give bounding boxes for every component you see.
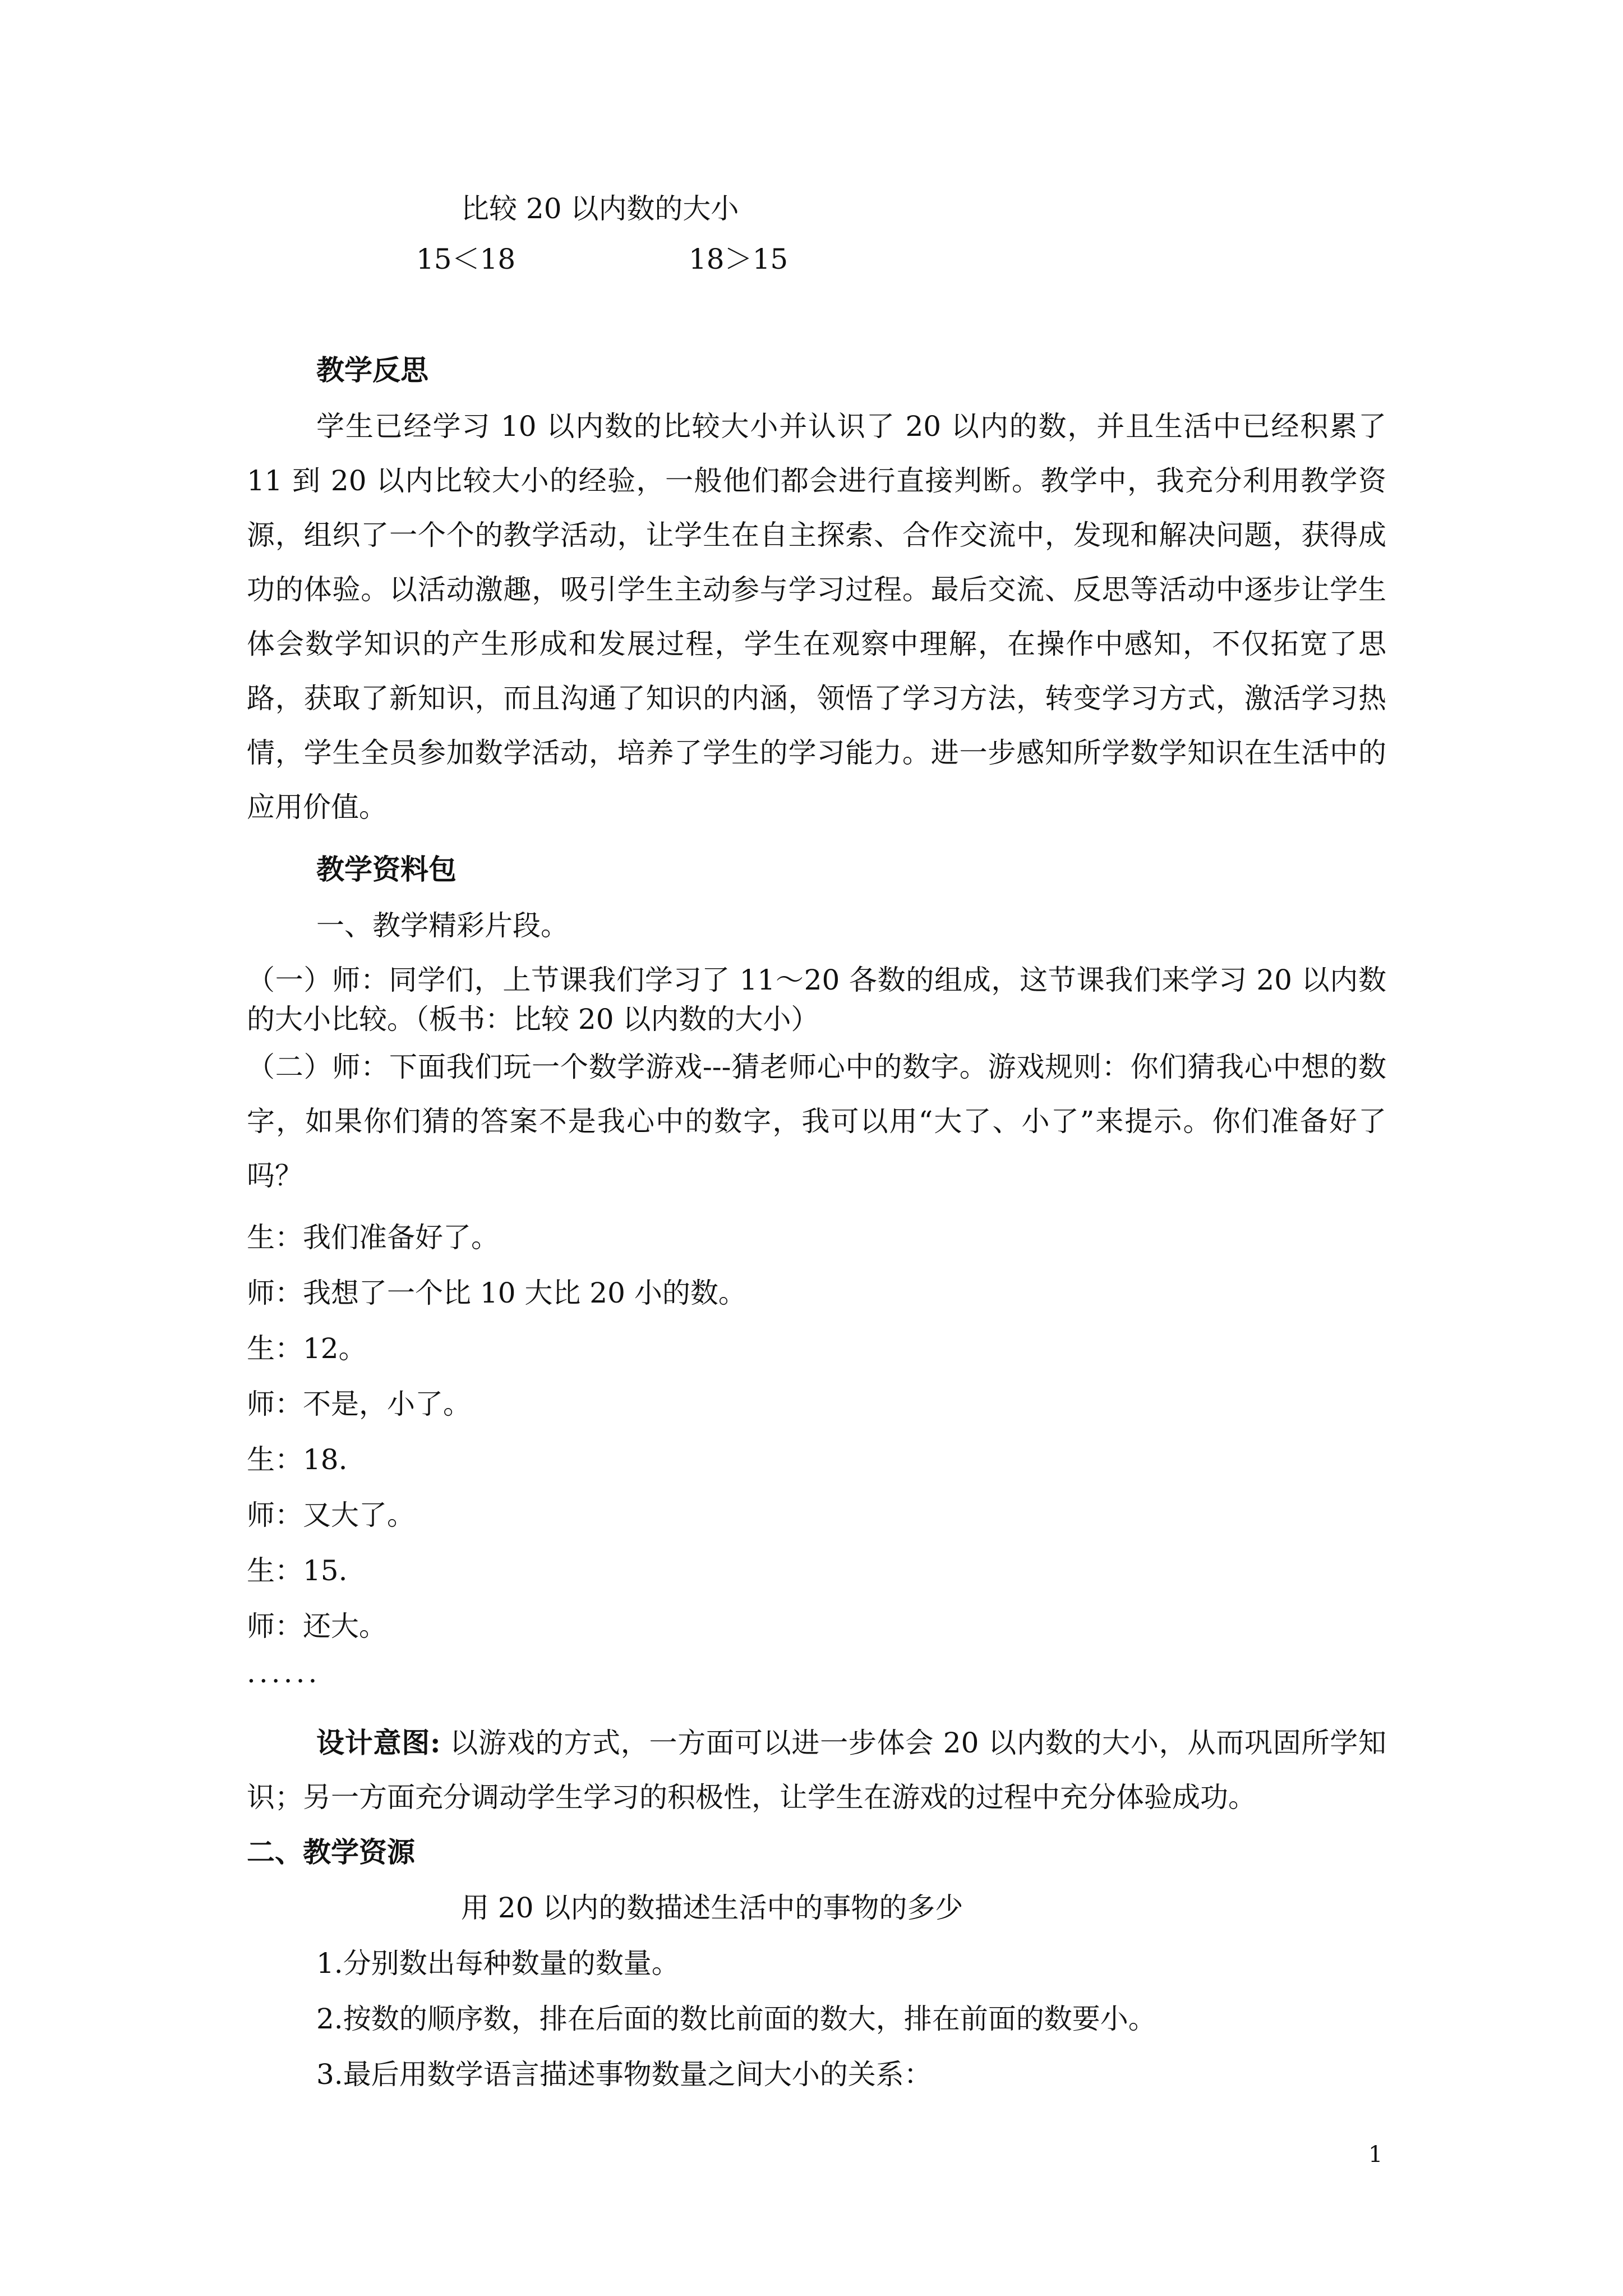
resource-step: 1.分别数出每种数量的数量。 — [316, 1947, 680, 1980]
design-intent-text: 以游戏的方式，一方面可以进一步体会 20 以内数的大小，从而巩固所学知识；另一方面充分调动学生学习的积极性，让学生在游戏的过程中充分体验成功。 — [247, 1727, 1386, 1814]
dialogue-line: 师：不是，小了。 — [247, 1388, 471, 1420]
reflection-heading: 教学反思 — [316, 353, 428, 386]
board-title: 比较 20 以内数的大小 — [461, 192, 739, 225]
ellipsis: ...... — [247, 1657, 321, 1689]
dialogue-line: 生：15. — [247, 1554, 348, 1587]
resource-step: 3.最后用数学语言描述事物数量之间大小的关系： — [316, 2058, 932, 2091]
dialogue-line: 生：我们准备好了。 — [247, 1221, 499, 1254]
board-right-expression: 18＞15 — [689, 243, 789, 275]
reflection-body: 学生已经学习 10 以内数的比较大小并认识了 20 以内的数，并且生活中已经积累了 11 到 20 以内比较大小的经验，一般他们都会进行直接判断。教学中，我充分利用教学资源，组织了一个个的教学活动，让学生在自主探索、合作交流中，发现和解决问题，获得成功的体验。以活动激趣，吸引学生主动参与学习过程。最后交流、反思等活动中逐步让学生体会数学知识的产生形成和发展过程，学生在观察中理解，在操作中感知，不仅拓宽了思路，获取了新知识，而且沟通了知识的内涵，领悟了学习方法，转变学习方式，激活学习热情，学生全员参加数学活动，培养了学生的学习能力。进一步感知所学数学知识在生活中的应用价值。 — [247, 410, 1386, 823]
fragment-part-two: （二）师：下面我们玩一个数学游戏---猜老师心中的数字。游戏规则：你们猜我心中想的数字，如果你们猜的答案不是我心中的数字，我可以用“大了、小了”来提示。你们准备好了吗？ — [247, 1051, 1386, 1192]
dialogue-line: 生：18. — [247, 1443, 348, 1476]
fragment-part-one: （一）师：同学们，上节课我们学习了 11～20 各数的组成，这节课我们来学习 20 以内数的大小比较。（板书：比较 20 以内数的大小） — [247, 964, 1386, 1036]
design-intent — [247, 1715, 1386, 1825]
dialogue-line: 师：我想了一个比 10 大比 20 小的数。 — [247, 1277, 746, 1309]
section-one-heading: 一、教学精彩片段。 — [316, 909, 569, 942]
dialogue-line: 师：还大。 — [247, 1610, 387, 1642]
page-number: 1 — [1368, 2142, 1383, 2168]
resource-step: 2.按数的顺序数，排在后面的数比前面的数大，排在前面的数要小。 — [316, 2003, 1156, 2035]
teaching-resources-heading: 二、教学资源 — [247, 1835, 415, 1869]
dialogue-line: 生：12。 — [247, 1332, 367, 1365]
design-intent-label: 设计意图: — [316, 1726, 441, 1759]
teaching-resources-subtitle: 用 20 以内的数描述生活中的事物的多少 — [461, 1892, 963, 1924]
board-left-expression: 15＜18 — [416, 243, 516, 275]
resources-pack-heading: 教学资料包 — [316, 853, 457, 886]
dialogue-line: 师：又大了。 — [247, 1499, 415, 1531]
